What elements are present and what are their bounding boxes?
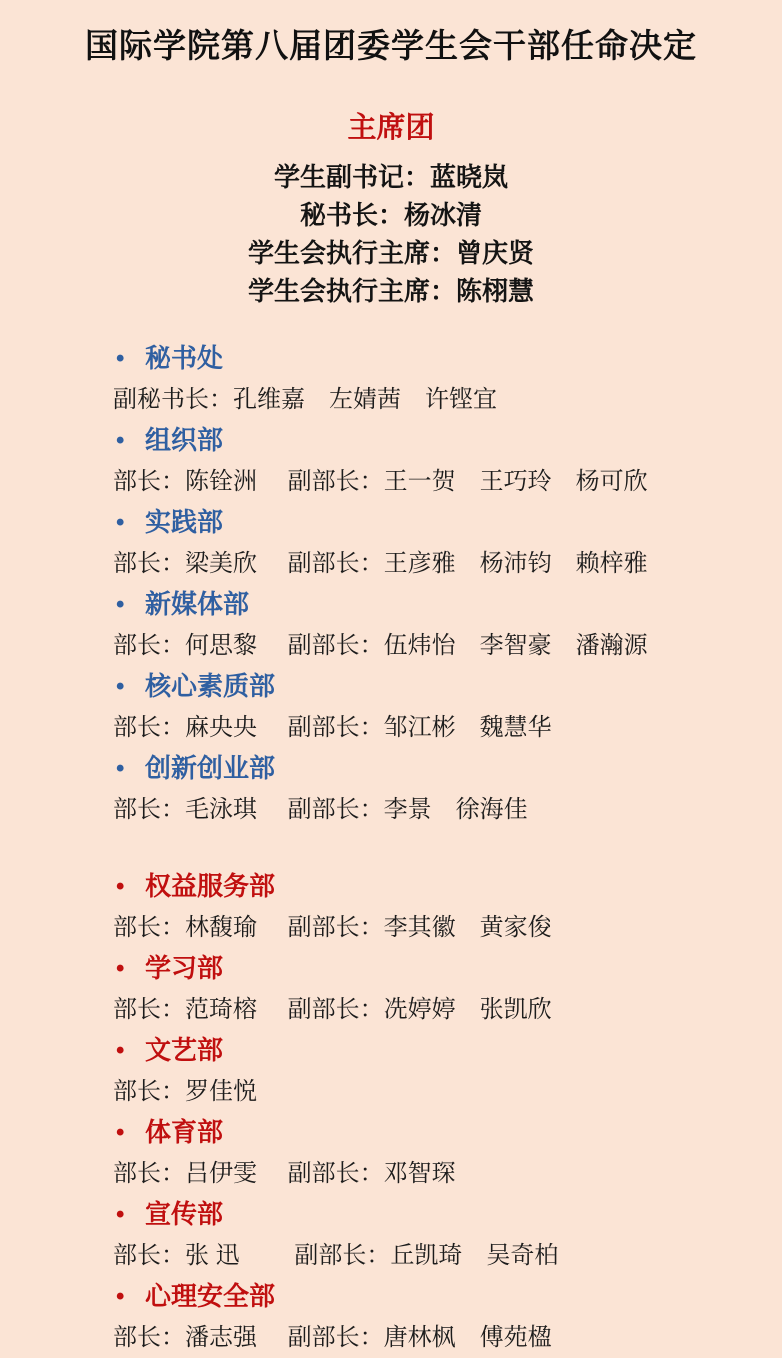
department-section: [113, 948, 742, 1030]
bullet-icon: •: [116, 755, 125, 782]
presidium-member: 学生会执行主席：陈栩慧: [247, 276, 534, 306]
section-title-row: [113, 420, 742, 461]
bullet-icon: •: [116, 345, 125, 372]
department-section: [113, 502, 742, 584]
section-title: 宣传部: [145, 1199, 224, 1229]
bullet-icon: •: [116, 1119, 125, 1146]
bullet-icon: •: [116, 509, 125, 536]
section-title-row: [113, 584, 742, 625]
presidium-member: 学生副书记：蓝晓岚: [273, 162, 508, 192]
section-title-row: [113, 666, 742, 707]
presidium-member: 学生会执行主席：曾庆贤: [247, 238, 534, 268]
bullet-icon: •: [116, 1283, 125, 1310]
department-list: [0, 338, 782, 1358]
section-title-row: [113, 338, 742, 379]
section-title-row: [113, 1276, 742, 1317]
presidium-heading: 主席团: [347, 112, 435, 144]
section-title: 文艺部: [145, 1035, 224, 1065]
section-members: 部长：毛泳琪 副部长：李景 徐海佳: [113, 796, 528, 823]
department-section: [113, 338, 742, 420]
department-section: [113, 1276, 742, 1358]
section-members: 部长：潘志强 副部长：唐林枫 傅苑楹: [113, 1324, 552, 1351]
bullet-icon: •: [116, 427, 125, 454]
section-members: 副秘书长：孔维嘉 左婧茜 许铿宜: [113, 386, 497, 413]
section-title: 组织部: [145, 425, 224, 455]
department-section: [113, 1030, 742, 1112]
bullet-icon: •: [116, 1037, 125, 1064]
bullet-icon: •: [116, 591, 125, 618]
department-section: [113, 420, 742, 502]
presidium-block: [0, 110, 782, 310]
section-title: 新媒体部: [145, 589, 250, 619]
section-members: 部长：何思黎 副部长：伍炜怡 李智豪 潘瀚源: [113, 632, 648, 659]
bullet-icon: •: [116, 1201, 125, 1228]
department-section: [113, 1194, 742, 1276]
section-title-row: [113, 948, 742, 989]
bullet-icon: •: [116, 873, 125, 900]
department-section: [113, 1112, 742, 1194]
section-title: 权益服务部: [145, 871, 276, 901]
bullet-icon: •: [116, 673, 125, 700]
section-members: 部长：梁美欣 副部长：王彦雅 杨沛钧 赖梓雅: [113, 550, 648, 577]
section-title: 创新创业部: [145, 753, 276, 783]
department-section: [113, 866, 742, 948]
section-title: 实践部: [145, 507, 224, 537]
section-title-row: [113, 866, 742, 907]
department-section: [113, 666, 742, 748]
section-members: 部长：陈铨洲 副部长：王一贺 王巧玲 杨可欣: [113, 468, 648, 495]
section-members: 部长：罗佳悦: [113, 1078, 257, 1105]
department-section: [113, 584, 742, 666]
department-section: [113, 748, 742, 830]
section-title: 体育部: [145, 1117, 224, 1147]
presidium-member: 秘书长：杨冰清: [299, 200, 482, 230]
section-members: 部长：范琦榕 副部长：冼婷婷 张凯欣: [113, 996, 552, 1023]
section-title: 秘书处: [145, 343, 224, 373]
section-members: 部长：吕伊雯 副部长：邓智琛: [113, 1160, 456, 1187]
section-members: 部长：林馥瑜 副部长：李其徽 黄家俊: [113, 914, 552, 941]
section-title: 核心素质部: [145, 671, 276, 701]
section-members: 部长：张 迅 副部长：丘凯琦 吴奇柏: [113, 1242, 559, 1269]
section-members: 部长：麻央央 副部长：邹江彬 魏慧华: [113, 714, 552, 741]
section-title: 学习部: [145, 953, 224, 983]
bullet-icon: •: [116, 955, 125, 982]
section-title-row: [113, 1112, 742, 1153]
page-title: 国际学院第八届团委学生会干部任命决定: [85, 27, 697, 64]
section-title: 心理安全部: [145, 1281, 276, 1311]
section-title-row: [113, 748, 742, 789]
section-title-row: [113, 1030, 742, 1071]
section-title-row: [113, 1194, 742, 1235]
section-title-row: [113, 502, 742, 543]
